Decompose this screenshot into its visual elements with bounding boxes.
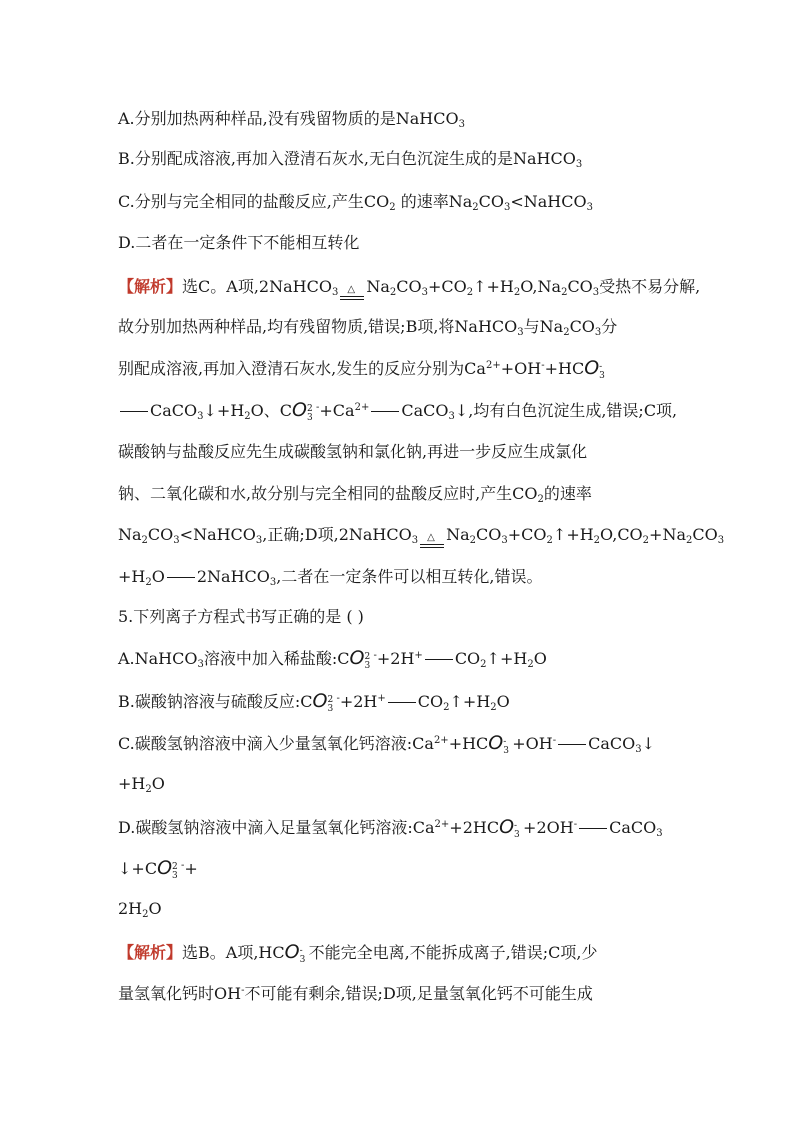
text-run: + <box>414 650 423 661</box>
text-run: 2 <box>593 535 601 546</box>
q5-option-c <box>118 732 680 756</box>
text-run: 碳酸钠与盐酸反应先生成碳酸氢钠和氯化钠,再进一步反应生成氯化 <box>118 442 588 461</box>
analysis-tag: 【解析】 <box>118 943 183 962</box>
q5-option-d-cont2 <box>118 898 680 920</box>
text-run: 2NaHCO <box>196 567 270 586</box>
text-run: - <box>573 819 578 830</box>
q5-option-a <box>118 647 680 671</box>
text-run: +2OH <box>523 818 574 837</box>
text-run: 不可能有剩余,错误;D项,足量氢氧化钙不可能生成 <box>244 984 593 1003</box>
text-run: - <box>541 360 545 371</box>
text-run: 3 <box>421 287 428 298</box>
text-run: 3 <box>503 746 509 756</box>
text-run: 3 <box>299 955 306 965</box>
text-run: ↓ <box>641 734 656 753</box>
q5-stem <box>118 606 680 628</box>
text-run: CO <box>454 649 481 668</box>
analysis1-line-7 <box>118 524 725 546</box>
text-run: +CO <box>427 277 467 296</box>
ion-charge-stack <box>503 738 512 756</box>
text-run: 2 <box>172 862 178 872</box>
text-run: 2+ <box>433 735 449 746</box>
text-run: +HC <box>544 359 585 378</box>
text-run: 3 <box>501 535 508 546</box>
analysis1-line-6 <box>118 483 680 505</box>
text-run: 2 <box>244 411 251 422</box>
text-run: - <box>599 362 603 372</box>
text-run: O <box>488 732 504 754</box>
analysis2-line-1 <box>118 941 680 965</box>
text-run: CaCO <box>150 401 198 420</box>
text-run: 2+ <box>434 819 450 830</box>
text-run: 别配成溶液,再加入澄清石灰水,发生的反应分别为Ca <box>118 359 486 378</box>
text-run: CO <box>396 277 422 296</box>
text-run: CO <box>567 277 593 296</box>
text-run: D.碳酸氢钠溶液中滴入足量氢氧化钙溶液:Ca <box>118 818 435 837</box>
text-run: 受热不易分解, <box>599 277 701 296</box>
text-run: 3 <box>575 159 583 170</box>
text-run: 3 <box>331 287 339 298</box>
text-run: 2 <box>480 659 487 670</box>
text-run: Na <box>366 277 390 296</box>
text-run: O <box>151 774 165 793</box>
text-run: 3 <box>411 535 419 546</box>
q4-option-d <box>118 232 680 254</box>
text-run: ↑+H <box>449 692 491 711</box>
analysis1-line-3 <box>118 357 680 381</box>
text-run: O,Na <box>520 277 562 296</box>
text-run: 2 <box>563 327 570 338</box>
ion-charge-stack <box>300 947 309 965</box>
text-run: 3 <box>364 661 371 671</box>
text-run: +CO <box>507 525 547 544</box>
analysis-tag: 【解析】 <box>118 277 183 296</box>
text-run: O,CO <box>600 525 643 544</box>
text-run: 3 <box>514 830 520 840</box>
text-run: 3 <box>594 327 602 338</box>
text-run: 3 <box>173 535 180 546</box>
text-run: + <box>184 859 198 878</box>
reaction-equals-sign <box>120 411 148 412</box>
reaction-equals-sign <box>167 577 195 578</box>
text-run: 3 <box>503 202 511 213</box>
text-run: +OH <box>512 734 553 753</box>
text-run: 3 <box>307 413 313 423</box>
text-run: + <box>377 693 386 704</box>
text-run: +2H <box>339 692 378 711</box>
text-run: CO <box>478 192 504 211</box>
q4-option-a <box>118 108 680 130</box>
text-run: 不能完全电离,不能拆成离子,错误;C项,少 <box>308 943 598 962</box>
text-run: CO <box>476 525 502 544</box>
text-run: 分 <box>601 317 618 336</box>
reaction-equals-sign <box>558 744 586 745</box>
text-run: 2+ <box>354 402 370 413</box>
text-run: A.NaHCO <box>118 649 198 668</box>
q4-option-c <box>118 191 680 213</box>
text-run: 选B。A项,HC <box>182 943 285 962</box>
reaction-equals-sign <box>371 411 399 412</box>
text-run: 3 <box>255 535 263 546</box>
text-run: O <box>292 399 307 421</box>
text-run: 3 <box>586 202 593 213</box>
text-run: CO <box>147 525 174 544</box>
text-run: +Na <box>649 525 686 544</box>
text-run: 2 <box>389 287 397 298</box>
text-run: CO <box>569 317 595 336</box>
text-run: Na <box>118 525 142 544</box>
text-run: 3 <box>197 659 204 670</box>
text-run: <NaHCO <box>179 525 256 544</box>
analysis1-line-4 <box>118 399 680 423</box>
analysis1-line-8 <box>118 566 680 588</box>
text-run: O <box>148 899 162 918</box>
text-run: O <box>499 816 515 838</box>
text-run: Na <box>446 525 470 544</box>
text-run: ↑+H <box>486 649 528 668</box>
text-run: ,正确;D项,2NaHCO <box>262 525 412 544</box>
text-run: - <box>299 946 303 956</box>
text-run: CaCO <box>401 401 449 420</box>
text-run: +H <box>118 567 146 586</box>
text-run: <NaHCO <box>510 192 587 211</box>
ion-charge-stack <box>599 363 608 381</box>
reaction-equals-sign <box>579 828 607 829</box>
text-run: C.碳酸氢钠溶液中滴入少量氢氧化钙溶液:Ca <box>118 734 434 753</box>
text-run: O <box>533 649 547 668</box>
text-run: 2 <box>686 535 693 546</box>
text-run: 2 <box>142 909 149 920</box>
text-run: - <box>373 650 377 661</box>
text-run: 2 <box>466 287 474 298</box>
text-run: 2 <box>443 702 450 713</box>
text-run: 2 <box>389 202 396 213</box>
q5-option-b <box>118 690 680 714</box>
text-run: 2 <box>141 535 148 546</box>
text-run: C.分别与完全相同的盐酸反应,产生CO <box>118 192 390 211</box>
text-run: 钠、二氧化碳和水,故分别与完全相同的盐酸反应时,产生CO <box>118 484 538 503</box>
text-run: O <box>151 567 165 586</box>
text-run: CaCO <box>588 734 636 753</box>
text-run: 3 <box>269 577 277 588</box>
text-run: ,二者在一定条件可以相互转化,错误。 <box>276 567 543 586</box>
reaction-equals-sign <box>425 659 453 660</box>
text-run: - <box>514 821 518 831</box>
text-run: ↓+C <box>118 859 158 878</box>
text-run: 3 <box>327 704 334 714</box>
text-run: 3 <box>717 535 725 546</box>
text-run: 与Na <box>523 317 564 336</box>
text-run: 2 <box>490 702 497 713</box>
analysis2-line-2 <box>118 983 680 1005</box>
text-run: 的速率Na <box>400 192 473 211</box>
text-run: 2 <box>513 287 521 298</box>
text-run: 的速率 <box>543 484 592 503</box>
text-run: O <box>157 857 173 879</box>
text-run: 2 <box>546 535 553 546</box>
text-run: - <box>316 402 320 413</box>
text-run: CO <box>692 525 718 544</box>
text-run: 2 <box>145 577 152 588</box>
text-run: 3 <box>517 327 524 338</box>
text-run: 3 <box>172 871 178 881</box>
analysis1-line-1 <box>118 276 701 298</box>
text-run: B.分别配成溶液,再加入澄清石灰水,无白色沉淀生成的是NaHCO <box>118 149 576 168</box>
text-run: 2 <box>469 535 477 546</box>
text-run: 5.下列离子方程式书写正确的是 ( ) <box>118 607 364 626</box>
text-run: 3 <box>448 411 455 422</box>
text-run: 溶液中加入稀盐酸:C <box>203 649 350 668</box>
text-run: ↑+H <box>552 525 594 544</box>
text-run: 2 <box>364 652 371 662</box>
text-run: O <box>584 357 600 379</box>
text-run: 2 <box>472 202 479 213</box>
text-run: 3 <box>197 411 204 422</box>
text-run: 故分别加热两种样品,均有残留物质,错误;B项,将NaHCO <box>118 317 518 336</box>
text-run: 3 <box>599 371 605 381</box>
text-run: 2 <box>642 535 650 546</box>
text-run: 2 <box>537 494 544 505</box>
text-run: +HC <box>448 734 489 753</box>
text-run: O <box>284 941 300 963</box>
text-run: O <box>349 647 365 669</box>
text-run: O <box>496 692 510 711</box>
text-run: B.碳酸钠溶液与硫酸反应:C <box>118 692 313 711</box>
text-run: 2+ <box>485 360 501 371</box>
text-run: 3 <box>592 287 600 298</box>
q5-option-d <box>118 816 680 840</box>
text-run: +H <box>118 774 146 793</box>
text-run: 选C。A项,2NaHCO <box>182 277 332 296</box>
text-run: 2 <box>327 695 334 705</box>
text-run: - <box>241 985 245 996</box>
text-run: - <box>336 693 340 704</box>
reaction-equals-sign <box>388 702 416 703</box>
text-run: ↑+H <box>473 277 514 296</box>
text-run: D.二者在一定条件下不能相互转化 <box>118 233 360 252</box>
text-run: 量氢氧化钙时OH <box>118 984 242 1003</box>
text-run: 2 <box>527 659 534 670</box>
text-run: △ <box>427 531 435 543</box>
text-run: - <box>503 737 507 747</box>
text-run: CaCO <box>609 818 657 837</box>
text-run: CO <box>417 692 444 711</box>
text-run: O、C <box>250 401 293 420</box>
ion-charge-stack <box>514 822 523 840</box>
text-run: 2 <box>307 404 313 414</box>
text-run: 2 <box>561 287 568 298</box>
text-run: +2H <box>376 649 415 668</box>
ion-charge-stack <box>172 863 181 881</box>
q5-option-c-cont <box>118 773 680 795</box>
text-run: 3 <box>656 828 663 839</box>
text-run: 2H <box>118 899 143 918</box>
analysis1-line-5 <box>118 441 680 463</box>
text-run: O <box>312 690 328 712</box>
text-run: 2 <box>145 784 152 795</box>
text-run: ↓,均有白色沉淀生成,错误;C项, <box>454 401 678 420</box>
text-run: 3 <box>635 744 642 755</box>
ion-charge-stack <box>364 653 373 671</box>
text-run: +OH <box>500 359 542 378</box>
text-run: +2HC <box>449 818 500 837</box>
analysis1-line-2 <box>118 316 680 338</box>
ion-charge-stack <box>307 405 316 423</box>
q4-option-b <box>118 148 680 170</box>
q5-option-d-cont <box>118 857 680 881</box>
text-run: - <box>552 735 557 746</box>
text-run: - <box>181 860 185 871</box>
text-run: +Ca <box>319 401 355 420</box>
text-run: △ <box>347 283 356 295</box>
ion-charge-stack <box>327 696 336 714</box>
text-run: 3 <box>458 119 465 130</box>
text-run: A.分别加热两种样品,没有残留物质的是NaHCO <box>118 109 459 128</box>
text-run: ↓+H <box>203 401 245 420</box>
